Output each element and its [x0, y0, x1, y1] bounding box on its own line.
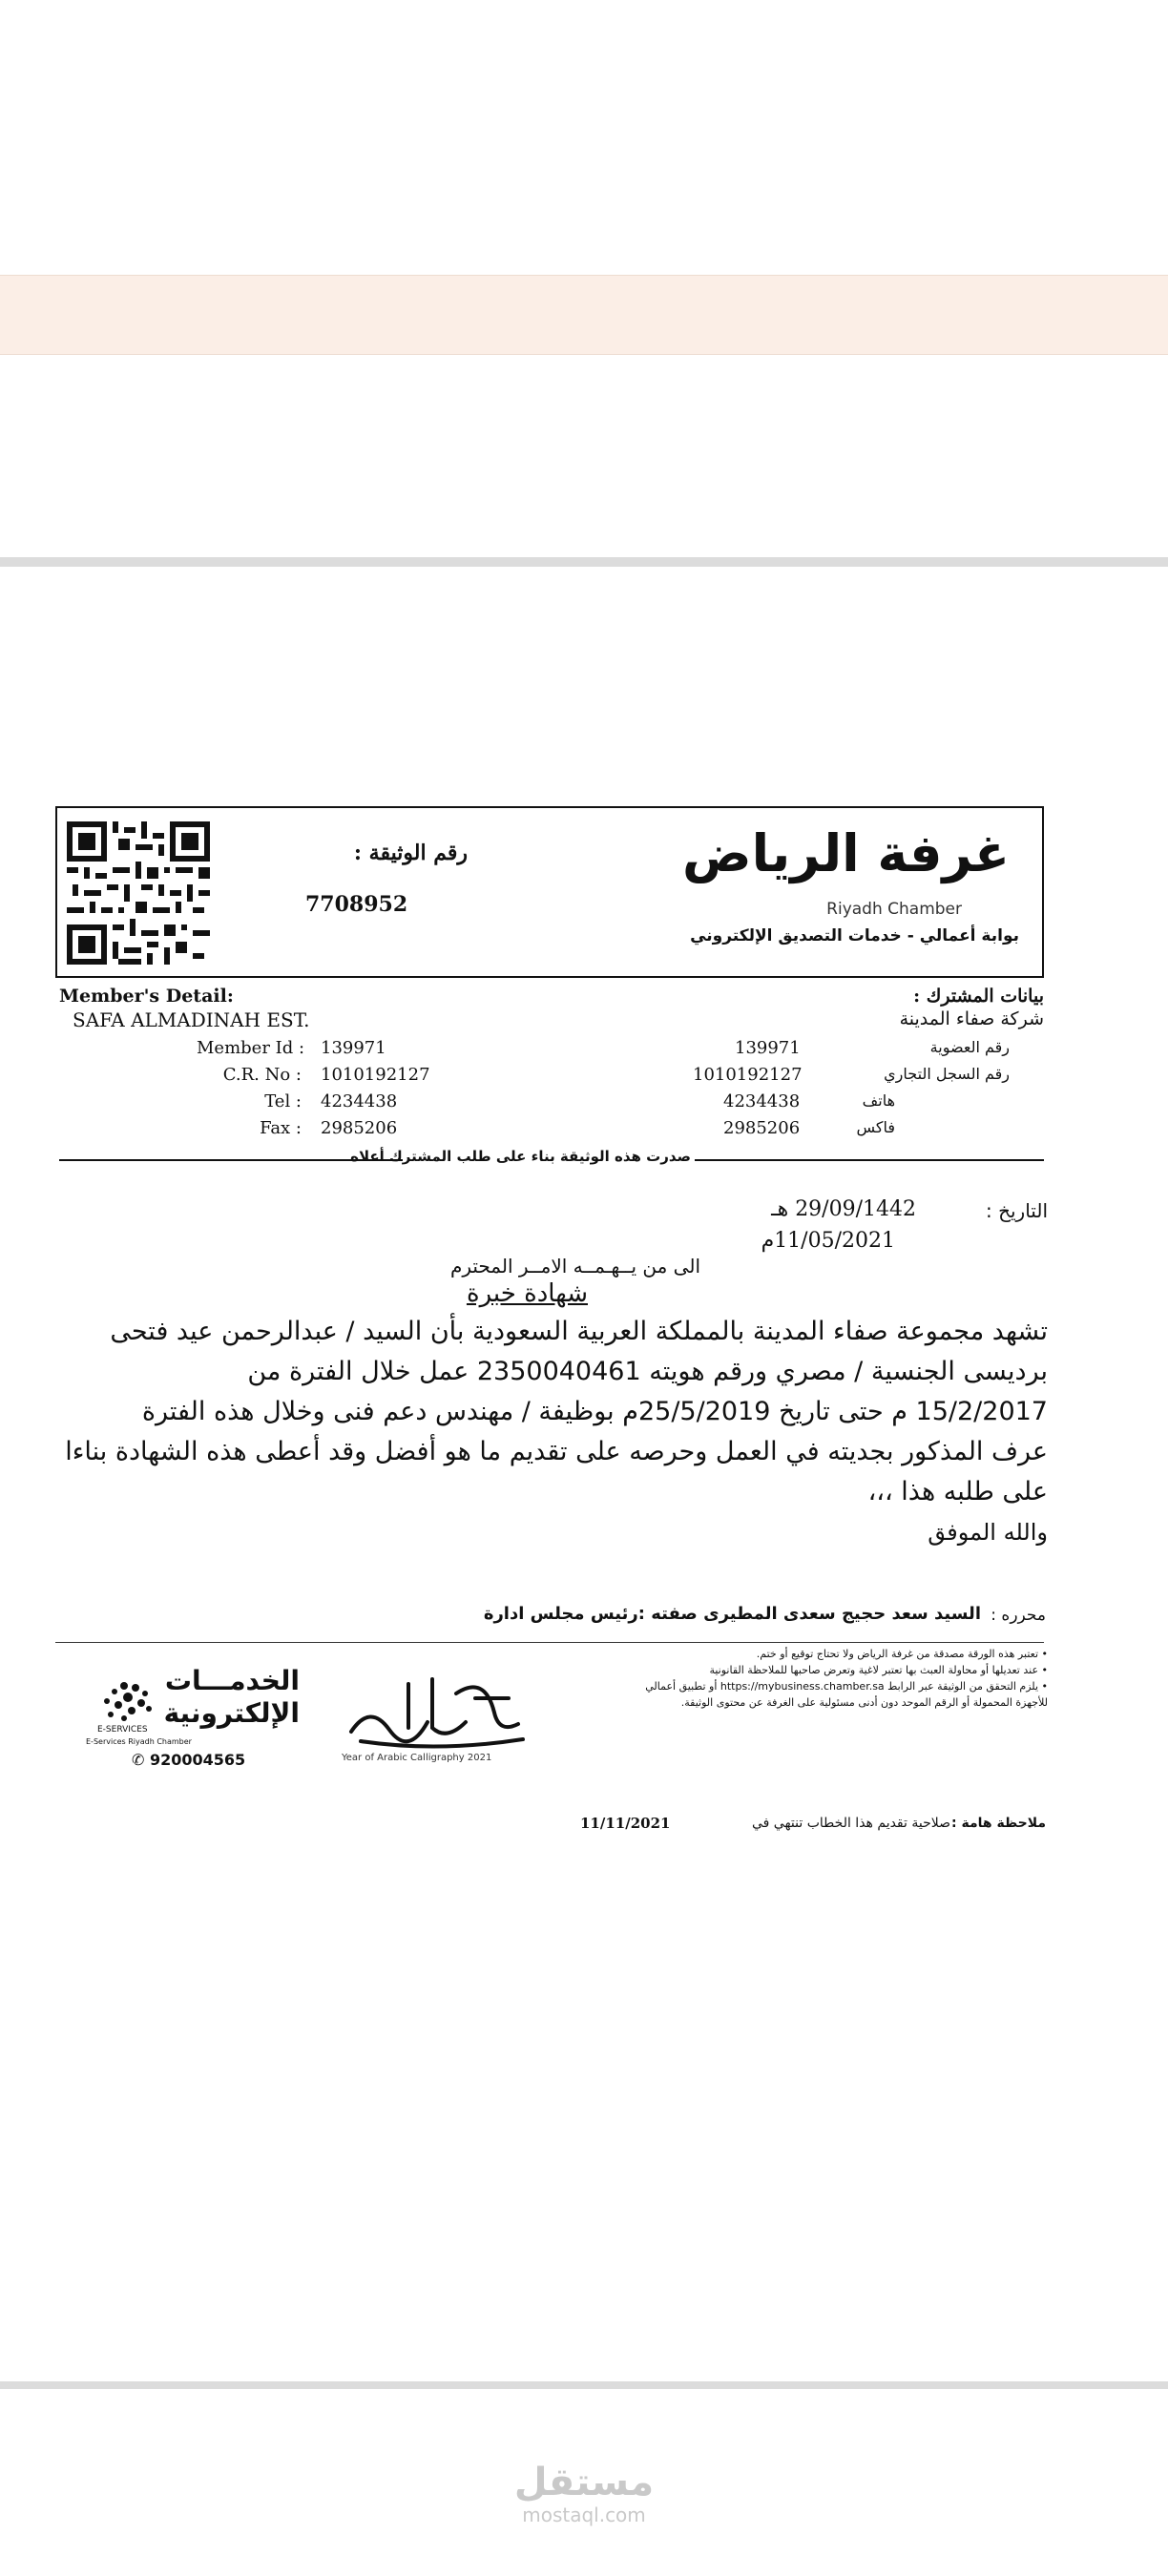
issued-note: صدرت هذه الوثيقة بناء على طلب المشترك أعلاه [350, 1148, 691, 1165]
tel-ar-label: هاتف [862, 1091, 895, 1110]
editor-name: السيد سعد حجيج سعدى المطيرى صفته :رئيس مجلس ادارة [483, 1604, 981, 1624]
eservices-logo [84, 1663, 313, 1777]
calligraphy-icon [342, 1665, 532, 1751]
eservices-en: E-SERVICES [97, 1725, 148, 1734]
eservices-small: E-Services Riyadh Chamber [86, 1737, 192, 1746]
date-hijri: 29/09/1442 هـ [771, 1197, 916, 1221]
tel-ar-value: 4234438 [723, 1091, 801, 1111]
member-id: 139971 [321, 1038, 386, 1058]
member-name-ar: شركة صفاء المدينة [899, 1008, 1044, 1029]
certificate-title: شهادة خبرة [466, 1279, 588, 1308]
cr-ar-label: رقم السجل التجاري [884, 1065, 1010, 1083]
fax-ar-label: فاكس [856, 1118, 895, 1136]
watermark-ar: مستقل [513, 2461, 655, 2504]
note-line: • يلزم التحقق من الوثيقة عبر الرابط https://mybusiness.chamber.sa أو تطبيق أعمالي [645, 1680, 1048, 1693]
cr-ar-value: 1010192127 [693, 1065, 803, 1085]
date-label: التاريخ : [985, 1199, 1048, 1222]
fax-ar-value: 2985206 [723, 1118, 801, 1138]
watermark-en: mostaql.com [522, 2503, 646, 2526]
cr-number: 1010192127 [321, 1065, 430, 1085]
validity-date: 11/11/2021 [580, 1815, 671, 1832]
eservices-phone [132, 1751, 245, 1769]
eservices-ar-2: الإلكترونية [163, 1697, 300, 1729]
certificate-document [55, 806, 1048, 1875]
body-line: بردیسی الجنسية / مصري ورقم هويته 2350040461 عمل خلال الفترة من [247, 1357, 1048, 1386]
logo-arabic: غرفة الرياض [682, 823, 1010, 883]
to-whom-it-may-concern: الى من يــهـمــه الامــر المحترم [449, 1255, 700, 1278]
footer-notes [552, 1646, 1048, 1711]
phone-icon: ✆ [132, 1751, 150, 1769]
cr-label: C.R. No : [222, 1065, 302, 1085]
tel-label: Tel : [264, 1091, 302, 1111]
eservices-dots-icon [90, 1680, 158, 1734]
qr-code-icon [67, 821, 210, 965]
document-number: 7708952 [305, 892, 408, 917]
member-id-ar-value: 139971 [735, 1038, 801, 1058]
document-number-label: رقم الوثيقة : [353, 841, 468, 865]
date-gregorian: 11/05/2021م [761, 1229, 895, 1253]
important-note-label: ملاحظة هامة : [951, 1816, 1046, 1831]
riyadh-chamber-logo [647, 820, 1019, 963]
separator [0, 2381, 1168, 2389]
validity-text: صلاحية تقديم هذا الخطاب تنتهي في [752, 1816, 950, 1831]
member-id-ar-label: رقم العضوية [929, 1038, 1010, 1056]
calligraphy-caption: Year of Arabic Calligraphy 2021 [342, 1753, 492, 1763]
divider [55, 1642, 1044, 1643]
portal-name: بوابة أعمالي - خدمات التصديق الإلكتروني [690, 926, 1019, 945]
top-bar [0, 275, 1168, 355]
member-details-title-ar: بيانات المشترك : [913, 986, 1044, 1007]
document-header [55, 806, 1044, 978]
body-line: على طلبه هذا ،،، [867, 1477, 1048, 1506]
member-name: SAFA ALMADINAH EST. [73, 1008, 310, 1031]
certificate-body [65, 1312, 1048, 1552]
note-line: • تعتبر هذه الورقة مصدقة من غرفة الرياض ولا تحتاج توقيع أو ختم. [756, 1648, 1048, 1660]
body-line: 15/2/2017 م حتى تاريخ 25/5/2019م بوظيفة / مهندس دعم فنى وخلال هذه الفترة [141, 1397, 1048, 1426]
eservices-ar-1: الخدمـــات [164, 1665, 300, 1696]
separator [0, 557, 1168, 567]
body-line: عرف المذكور بجديته في العمل وحرصه على تقديم ما هو أفضل وقد أعطى هذه الشهادة بناءا [65, 1437, 1048, 1466]
logo-english: Riyadh Chamber [826, 900, 962, 919]
body-line: تشهد مجموعة صفاء المدينة بالمملكة العربية السعودية بأن السيد / عبدالرحمن عيد فتحى [110, 1317, 1048, 1346]
mostaql-watermark [0, 2462, 1168, 2526]
note-line: للأجهزة المحمولة أو الرقم الموحد دون أدنى مسئولية على الغرفة عن محتوى الوثيقة. [680, 1696, 1048, 1709]
calligraphy-year-logo [342, 1665, 532, 1770]
member-details-title: Member's Detail: [59, 986, 234, 1007]
fax-label: Fax : [260, 1118, 302, 1138]
fax-number: 2985206 [321, 1118, 398, 1138]
member-id-label: Member Id : [197, 1038, 305, 1058]
editor-label: محرره : [991, 1606, 1046, 1625]
body-line: والله الموفق [928, 1519, 1048, 1546]
divider [695, 1159, 1044, 1161]
tel-number: 4234438 [321, 1091, 398, 1111]
blank-area [0, 0, 1168, 275]
eservices-phone-number: 920004565 [149, 1751, 246, 1769]
note-line: • عند تعديلها أو محاولة العبث بها تعتبر لاغية وتعرض صاحبها للملاحظة القانونية [709, 1664, 1048, 1676]
